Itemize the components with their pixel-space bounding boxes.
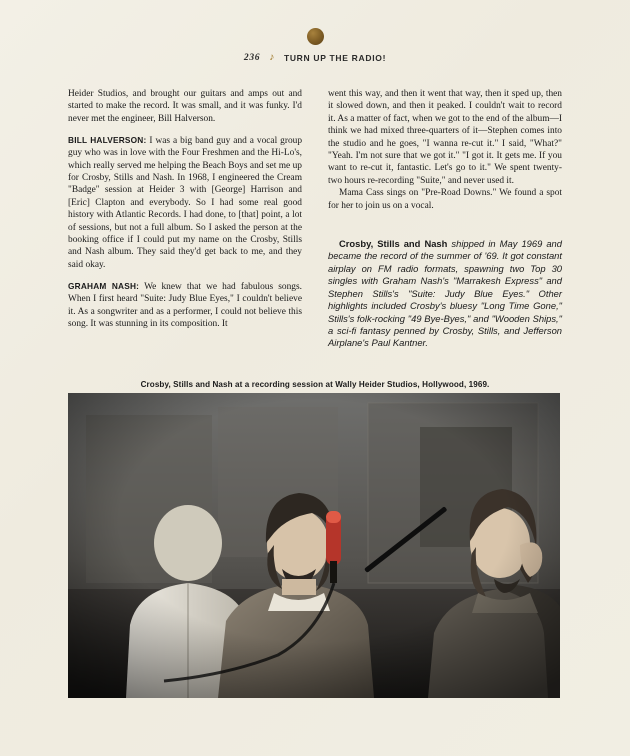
sidebar-note bbox=[328, 238, 562, 350]
paragraph-continued bbox=[68, 88, 302, 125]
studio-photograph bbox=[68, 393, 560, 698]
paragraph-text: We knew that we had fabulous songs. When I first heard "Suite: Judy Blue Eyes," I couldn't believe it. As a songwriter and as a performer, I could not believe this song. It was stunning in its composition. It bbox=[68, 281, 302, 329]
ornament-dot-icon bbox=[307, 28, 324, 45]
speaker-label-nash: GRAHAM NASH: bbox=[68, 280, 140, 291]
paragraph-nash bbox=[68, 280, 302, 331]
sidebar-note-text: shipped in May 1969 and became the record of the summer of '69. It got constant airplay on FM radio formats, spawning two Top 30 singles with Graham Nash's "Marrakesh Express" and Stephen Stills's "Suite: Judy Blue Eyes." Other highlights included Crosby's bluesy "Long Time Gone," Stills's folk-rocking "49 Bye-Byes," and "Wooden Ships," a sci-fi fantasy penned by Crosby, Stills, and Jefferson Airplane's Paul Kantner. bbox=[328, 238, 562, 349]
figure-caption: Crosby, Stills and Nash at a recording session at Wally Heider Studios, Hollywood, 1969. bbox=[140, 380, 490, 389]
paragraph-halverson bbox=[68, 134, 302, 271]
paragraph-mama-cass bbox=[328, 187, 562, 212]
music-note-icon: ♪ bbox=[269, 52, 275, 63]
speaker-label-halverson: BILL HALVERSON: bbox=[68, 134, 147, 145]
running-head bbox=[0, 52, 630, 63]
paragraph-text: Heider Studios, and brought our guitars and amps out and started to make the record. It was small, and it was funky. I'd never met the engineer, Bill Halverson. bbox=[68, 89, 302, 124]
body-columns bbox=[68, 88, 562, 350]
page-number: 236 bbox=[243, 52, 261, 63]
paragraph-text: went this way, and then it went that way, then it sped up, then it slowed down, and then it peaked. I couldn't wait to record it. As a matter of fact, when we got to the end of the album—I think we had mixed three-quarters of it—Stephen comes into the studio and he goes, "I wanna re-cut it." I said, "What?" "Yeah. I'm not sure that we got it." "I got it. It gets me. If you want to re-cut it, fantastic. Let's go to it." We spent twenty-two hours re-recording "Suite," and never used it. bbox=[328, 89, 562, 186]
page-header bbox=[0, 28, 630, 63]
paragraph-nash-continued bbox=[328, 88, 562, 187]
paragraph-text: Mama Cass sings on "Pre-Road Downs." We found a spot for her to join us on a vocal. bbox=[328, 188, 562, 211]
sidebar-note-block bbox=[328, 238, 562, 350]
column-left bbox=[68, 88, 302, 350]
paragraph-text: I was a big band guy and a vocal group guy who was in love with the Four Freshmen and the Hi-Lo's, which really served me helping the Beach Boys and set me up for Crosby, Stills and Nash. In 1968, I engineered the Cream "Badge" session at Heider 3 with [George] Harrison and [Eric] Clapton and everybody. So I had some real good history with Atlantic Records. I had done, to [that] point, a lot of sessions, but not a full album. So I asked the person at the booking office if I could put my name on the Crosby, Stills and Nash album. They said they'd get back to me, and they said okay. bbox=[68, 135, 303, 270]
running-title: TURN UP THE RADIO! bbox=[283, 52, 387, 63]
column-right bbox=[328, 88, 562, 350]
sidebar-note-lead: Crosby, Stills and Nash bbox=[339, 238, 448, 250]
